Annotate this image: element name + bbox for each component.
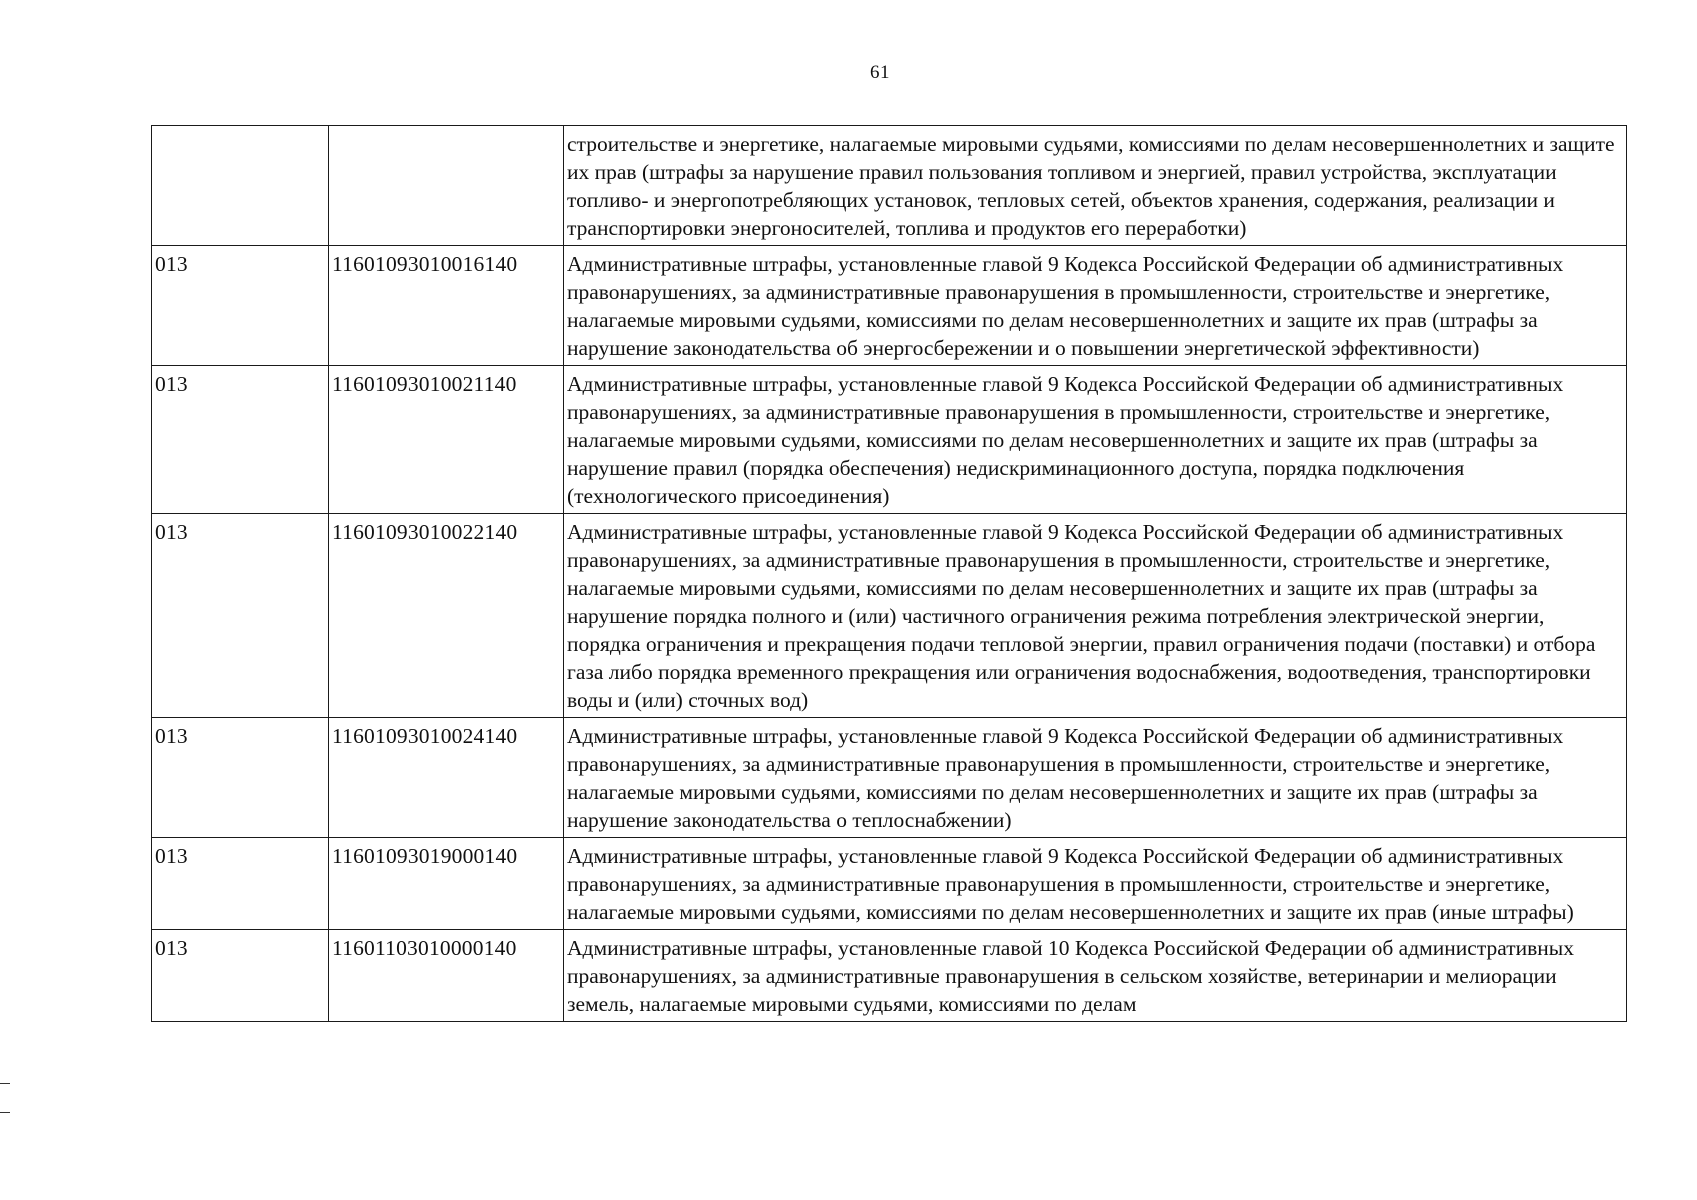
table-row: [152, 246, 1627, 366]
kbk-code-cell: 11601093010022140: [329, 514, 564, 718]
table-row: [152, 514, 1627, 718]
table-row: [152, 718, 1627, 838]
kbk-code-cell: [329, 126, 564, 246]
kbk-code-cell: 11601093010016140: [329, 246, 564, 366]
table-row: [152, 838, 1627, 930]
admin-code-cell: 013: [152, 246, 329, 366]
description-cell: Административные штрафы, установленные главой 9 Кодекса Российской Федерации об административных правонарушениях, за административные правонарушения в промышленности, строительстве и энергетике, налагаемые мировыми судьями, комиссиями по делам несовершеннолетних и защите их прав (штрафы за нарушение правил (порядка обеспечения) недискриминационного доступа, порядка подключения (технологического присоединения): [564, 366, 1627, 514]
kbk-code-cell: 11601103010000140: [329, 930, 564, 1022]
admin-code-cell: 013: [152, 718, 329, 838]
description-cell: Административные штрафы, установленные главой 9 Кодекса Российской Федерации об административных правонарушениях, за административные правонарушения в промышленности, строительстве и энергетике, налагаемые мировыми судьями, комиссиями по делам несовершеннолетних и защите их прав (штрафы за нарушение порядка полного и (или) частичного ограничения режима потребления электрической энергии, порядка ограничения и прекращения подачи тепловой энергии, правил ограничения подачи (поставки) и отбора газа либо порядка временного прекращения или ограничения водоснабжения, водоотведения, транспортировки воды и (или) сточных вод): [564, 514, 1627, 718]
admin-code-cell: 013: [152, 514, 329, 718]
description-cell: Административные штрафы, установленные главой 10 Кодекса Российской Федерации об административных правонарушениях, за административные правонарушения в сельском хозяйстве, ветеринарии и мелиорации земель, налагаемые мировыми судьями, комиссиями по делам: [564, 930, 1627, 1022]
scan-margin-mark: [0, 1112, 10, 1113]
admin-code-cell: 013: [152, 930, 329, 1022]
description-cell: Административные штрафы, установленные главой 9 Кодекса Российской Федерации об административных правонарушениях, за административные правонарушения в промышленности, строительстве и энергетике, налагаемые мировыми судьями, комиссиями по делам несовершеннолетних и защите их прав (штрафы за нарушение законодательства об энергосбережении и о повышении энергетической эффективности): [564, 246, 1627, 366]
kbk-code-cell: 11601093010021140: [329, 366, 564, 514]
table-row: [152, 930, 1627, 1022]
page-number: 61: [870, 62, 890, 83]
kbk-code-cell: 11601093010024140: [329, 718, 564, 838]
description-cell: Административные штрафы, установленные главой 9 Кодекса Российской Федерации об административных правонарушениях, за административные правонарушения в промышленности, строительстве и энергетике, налагаемые мировыми судьями, комиссиями по делам несовершеннолетних и защите их прав (иные штрафы): [564, 838, 1627, 930]
admin-code-cell: 013: [152, 838, 329, 930]
admin-code-cell: [152, 126, 329, 246]
scan-margin-mark: [0, 1083, 10, 1084]
description-cell: строительстве и энергетике, налагаемые мировыми судьями, комиссиями по делам несовершеннолетних и защите их прав (штрафы за нарушение правил пользования топливом и энергией, правил устройства, эксплуатации топливо- и энергопотребляющих установок, тепловых сетей, объектов хранения, содержания, реализации и транспортировки энергоносителей, топлива и продуктов его переработки): [564, 126, 1627, 246]
table-row: [152, 366, 1627, 514]
budget-codes-table: [151, 125, 1627, 1022]
kbk-code-cell: 11601093019000140: [329, 838, 564, 930]
admin-code-cell: 013: [152, 366, 329, 514]
table-row: [152, 126, 1627, 246]
description-cell: Административные штрафы, установленные главой 9 Кодекса Российской Федерации об административных правонарушениях, за административные правонарушения в промышленности, строительстве и энергетике, налагаемые мировыми судьями, комиссиями по делам несовершеннолетних и защите их прав (штрафы за нарушение законодательства о теплоснабжении): [564, 718, 1627, 838]
